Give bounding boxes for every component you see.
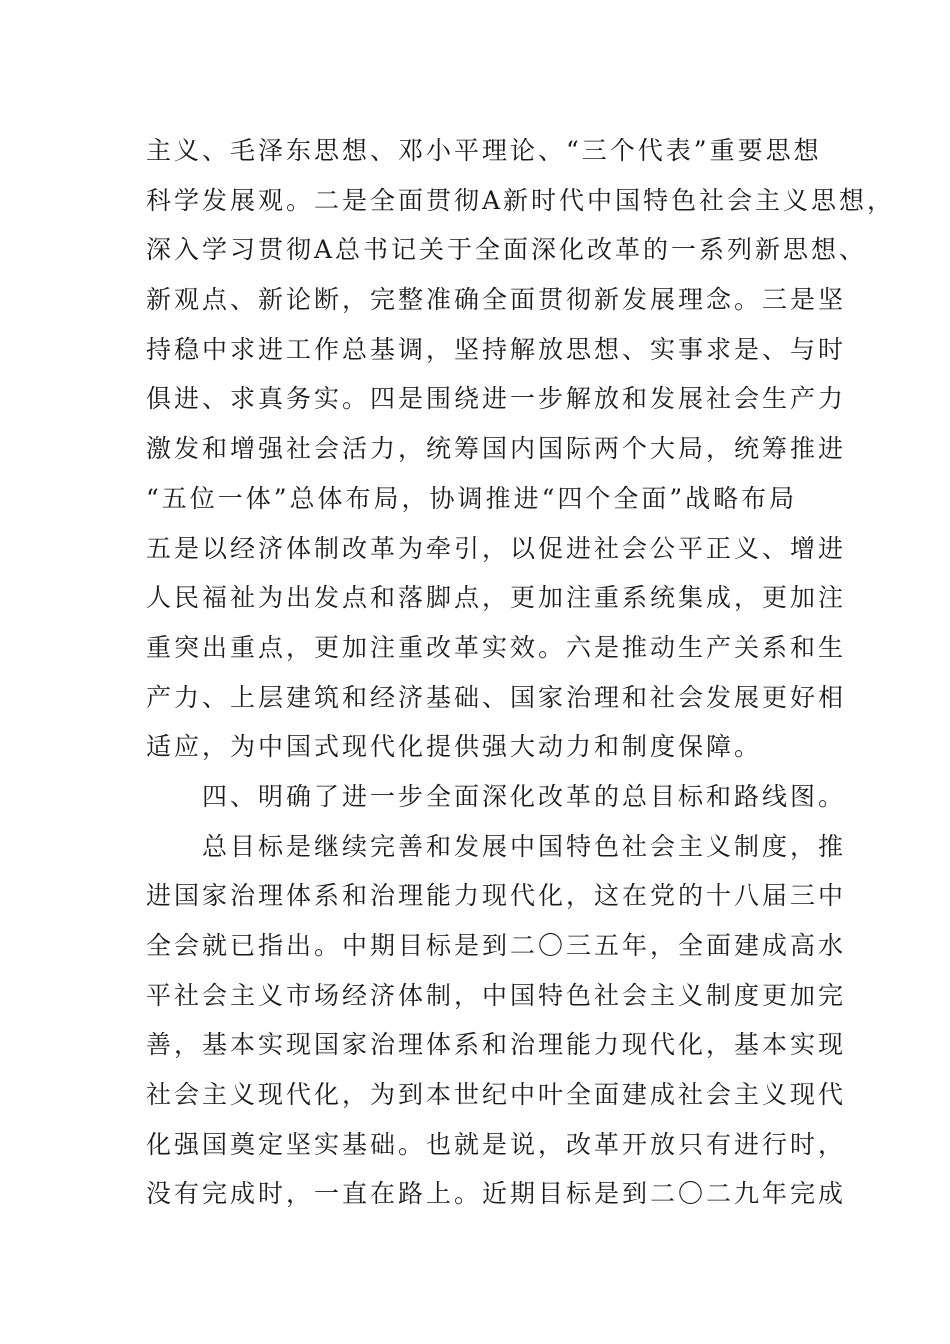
text-line: 没有完成时，一直在路上。近期目标是到二〇二九年完成	[146, 1179, 847, 1209]
text-line: 五是以经济体制改革为牵引，以促进社会公平正义、增进	[146, 533, 847, 563]
text-line: 社会主义现代化，为到本世纪中叶全面建成社会主义现代	[146, 1080, 847, 1110]
text-line: 科学发展观。二是全面贯彻A新时代中国特色社会主义思想，	[146, 185, 896, 215]
text-line: 平社会主义市场经济体制，中国特色社会主义制度更加完	[146, 980, 847, 1010]
text-line: 产力、上层建筑和经济基础、国家治理和社会发展更好相	[146, 682, 847, 712]
text-line: 进国家治理体系和治理能力现代化，这在党的十八届三中	[146, 881, 847, 911]
text-line: 重突出重点，更加注重改革实效。六是推动生产关系和生	[146, 632, 847, 662]
text-line: 新观点、新论断，完整准确全面贯彻新发展理念。三是坚	[146, 285, 847, 315]
text-line: 全会就已指出。中期目标是到二〇三五年，全面建成高水	[146, 931, 847, 960]
text-line: 化强国奠定坚实基础。也就是说，改革开放只有进行时，	[146, 1129, 847, 1159]
section-heading: 四、明确了进一步全面深化改革的总目标和路线图。	[146, 781, 847, 811]
text-line: 激发和增强社会活力，统筹国内国际两个大局，统筹推进	[146, 434, 847, 464]
document-body	[146, 126, 896, 1219]
text-line: 人民福祉为出发点和落脚点，更加注重系统集成，更加注	[146, 583, 847, 613]
paragraph-start-line: 总目标是继续完善和发展中国特色社会主义制度，推	[146, 831, 847, 861]
text-line: 主义、毛泽东思想、邓小平理论、“三个代表”重要思想	[146, 136, 822, 165]
text-line: “五位一体”总体布局，协调推进“四个全面”战略布局	[146, 483, 798, 513]
text-line: 俱进、求真务实。四是围绕进一步解放和发展社会生产力	[146, 384, 847, 414]
text-line: 深入学习贯彻A总书记关于全面深化改革的一系列新思想、	[146, 235, 868, 265]
text-line: 适应，为中国式现代化提供强大动力和制度保障。	[146, 732, 763, 762]
text-line: 持稳中求进工作总基调，坚持解放思想、实事求是、与时	[146, 334, 847, 364]
text-line: 善，基本实现国家治理体系和治理能力现代化，基本实现	[146, 1030, 847, 1060]
